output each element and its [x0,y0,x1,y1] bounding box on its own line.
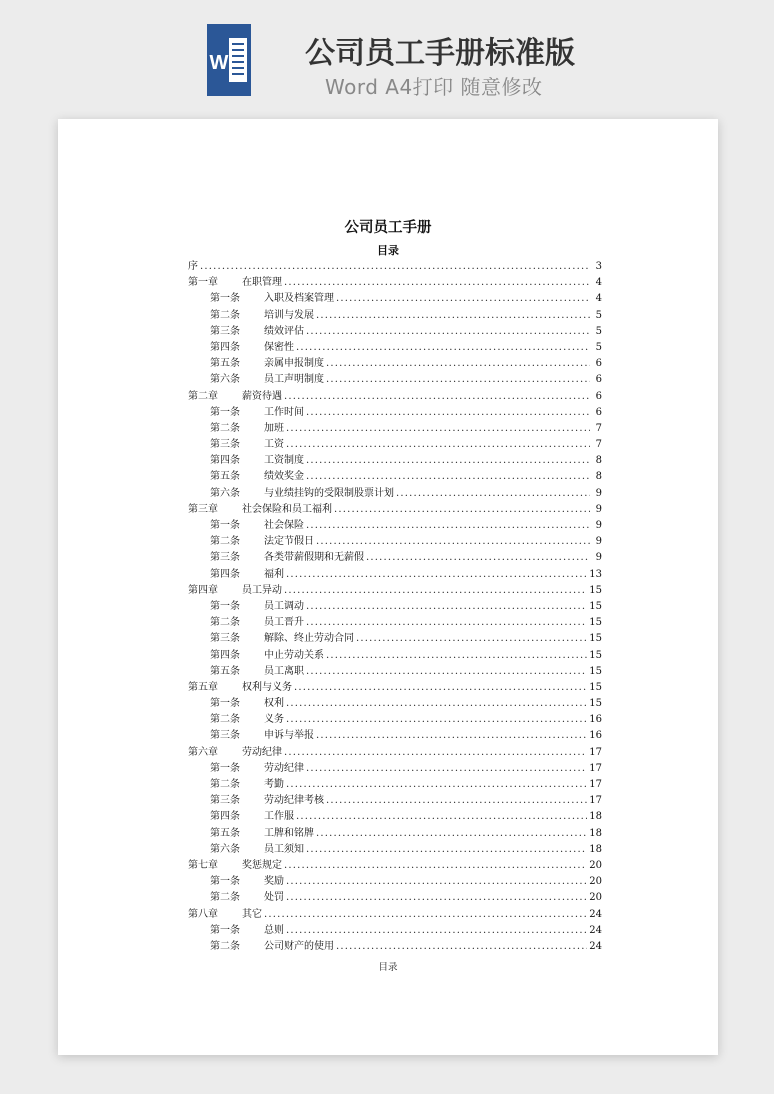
toc-leader-dots [286,923,587,939]
toc-page-number: 9 [595,536,602,548]
toc-entry-number: 第八章 [188,908,218,920]
toc-entry-number: 第二条 [210,779,240,790]
toc-entry[interactable] [188,761,602,777]
toc-leader-dots [334,502,590,518]
toc-entry-number: 第二条 [210,536,240,548]
toc-entry-number: 第三条 [210,325,240,337]
toc-entry-title: 工牌和铭牌 [264,827,314,839]
toc-entry[interactable] [188,486,602,502]
toc-entry-number: 第一条 [210,924,240,936]
toc-leader-dots [316,308,590,324]
toc-entry-title: 绩效评估 [264,325,304,337]
toc-entry-number: 第五条 [210,358,240,370]
toc-entry-number: 第七章 [188,859,218,871]
toc-entry-number: 第四章 [188,584,218,596]
toc-page-number: 8 [595,471,602,483]
toc-entry-title: 序 [188,261,198,272]
toc-page-number: 9 [595,552,602,564]
toc-entry[interactable] [188,518,602,534]
toc-entry[interactable] [188,680,602,696]
toc-entry-title: 考勤 [264,779,284,790]
toc-page-number: 17 [589,795,602,807]
toc-entry-title: 绩效奖金 [264,471,304,483]
toc-entry-number: 第三条 [210,795,240,807]
toc-entry-title: 员工离职 [264,665,304,677]
toc-entry-number: 第三章 [188,503,218,515]
toc-page-number: 17 [589,762,602,774]
toc-entry-number: 第一条 [210,600,240,612]
toc-entry-title: 员工调动 [264,600,304,612]
toc-page-number: 17 [589,746,602,758]
toc-entry-title: 培训与发展 [264,309,314,321]
toc-entry[interactable] [188,550,602,566]
toc-page-number: 4 [595,293,602,305]
toc-entry-title: 社会保险 [264,520,304,531]
toc-entry-number: 第五条 [210,665,240,677]
toc-entry[interactable] [188,340,602,356]
toc-entry-title: 中止劳动关系 [264,649,324,661]
toc-entry-title: 奖励 [264,876,284,888]
toc-leader-dots [366,550,590,566]
toc-entry[interactable] [188,826,602,842]
toc-entry-number: 第五章 [188,681,218,693]
toc-entry-number: 第一条 [210,876,240,888]
toc-entry[interactable] [188,648,602,664]
toc-entry[interactable] [188,599,602,615]
toc-entry[interactable] [188,712,602,728]
toc-entry[interactable] [188,405,602,421]
toc-entry[interactable] [188,567,602,583]
toc-entry[interactable] [188,874,602,890]
toc-entry[interactable] [188,745,602,761]
toc-entry-number: 第一条 [210,698,240,710]
toc-entry[interactable] [188,275,602,291]
toc-entry-title: 权利与义务 [242,681,292,693]
toc-entry[interactable] [188,793,602,809]
toc-entry-title: 社会保险和员工福利 [242,503,332,515]
toc-entry-title: 申诉与举报 [264,730,314,742]
toc-page-number: 18 [589,811,602,823]
toc-entry-number: 第六条 [210,374,240,386]
toc-entry[interactable] [188,842,602,858]
toc-entry-title: 劳动纪律 [264,762,304,774]
toc-leader-dots [306,761,587,777]
header-subtitle: Word A4打印 随意修改 [325,75,543,99]
toc-page-number: 8 [595,455,602,467]
toc-leader-dots [284,583,587,599]
toc-page-number: 24 [589,924,602,936]
toc-entry[interactable] [188,907,602,923]
toc-entry-title: 与业绩挂钩的受限制股票计划 [264,487,394,499]
toc-leader-dots [296,809,587,825]
toc-leader-dots [326,793,587,809]
toc-entry[interactable] [188,291,602,307]
toc-leader-dots [200,259,590,275]
toc-entry-title: 员工须知 [264,843,304,855]
toc-page-number: 7 [595,422,602,434]
toc-entry-number: 第六条 [210,487,240,499]
toc-leader-dots [284,389,590,405]
toc-leader-dots [396,486,590,502]
toc-page-number: 9 [595,503,602,515]
toc-entry[interactable] [188,809,602,825]
toc-entry-number: 第二条 [210,940,240,952]
toc-leader-dots [306,518,590,534]
toc-entry[interactable] [188,615,602,631]
toc-entry[interactable] [188,502,602,518]
toc-entry[interactable] [188,356,602,372]
toc-entry-title: 在职管理 [242,277,282,289]
toc-entry[interactable] [188,469,602,485]
toc-page-number: 6 [595,374,602,386]
toc-entry-number: 第一条 [210,520,240,531]
toc-entry-number: 第六章 [188,746,218,758]
toc-leader-dots [306,599,587,615]
toc-entry-number: 第一条 [210,762,240,774]
toc-entry-number: 第三条 [210,439,240,451]
toc-entry[interactable] [188,696,602,712]
toc-leader-dots [264,907,587,923]
toc-leader-dots [284,275,590,291]
toc-entry-number: 第四条 [210,811,240,823]
toc-leader-dots [326,648,587,664]
toc-page-number: 20 [589,859,602,871]
toc-page-number: 6 [595,358,602,370]
toc-page-number: 15 [589,584,602,596]
toc-entry-title: 工作时间 [264,406,304,418]
toc-entry-number: 第二章 [188,390,218,402]
toc-entry-title: 工作服 [264,811,294,823]
toc-entry-title: 保密性 [264,341,294,353]
toc-entry[interactable] [188,583,602,599]
toc-entry[interactable] [188,437,602,453]
toc-leader-dots [306,664,587,680]
toc-page-number: 16 [589,714,602,726]
toc-entry-title: 处罚 [264,892,284,904]
toc-page-number: 18 [589,827,602,839]
toc-leader-dots [286,874,587,890]
toc-page-number: 15 [589,600,602,612]
toc-page-number: 15 [589,698,602,710]
toc-entry-title: 义务 [264,714,284,726]
toc-leader-dots [284,858,587,874]
toc-entry-title: 公司财产的使用 [264,940,334,952]
toc-leader-dots [286,437,590,453]
toc-leader-dots [306,453,590,469]
toc-page-number: 5 [595,309,602,321]
toc-entry-number: 第一条 [210,406,240,418]
toc-leader-dots [284,745,587,761]
toc-page-number: 20 [589,892,602,904]
toc-entry-title: 亲属申报制度 [264,358,324,370]
document-title: 公司员工手册 [344,219,432,236]
toc-entry-title: 员工异动 [242,584,282,596]
toc-entry[interactable] [188,858,602,874]
toc-page-number: 5 [595,325,602,337]
toc-page-number: 15 [589,649,602,661]
toc-page-number: 9 [595,520,602,531]
toc-entry-title: 法定节假日 [264,536,314,548]
toc-entry[interactable] [188,923,602,939]
toc-leader-dots [356,631,587,647]
toc-entry[interactable] [188,534,602,550]
toc-entry-number: 第三条 [210,633,240,645]
toc-page-number: 3 [595,261,602,272]
toc-leader-dots [326,356,590,372]
toc-leader-dots [296,340,590,356]
toc-leader-dots [316,826,587,842]
toc-leader-dots [306,842,587,858]
toc-entry-number: 第三条 [210,730,240,742]
toc-leader-dots [306,615,587,631]
word-icon-letter: W [209,52,229,74]
toc-entry-title: 工资制度 [264,455,304,467]
toc-entry-title: 加班 [264,422,284,434]
toc-entry-number: 第五条 [210,827,240,839]
toc-entry[interactable] [188,421,602,437]
toc-entry-number: 第一章 [188,277,218,289]
toc-entry-number: 第一条 [210,293,240,305]
toc-entry-title: 劳动纪律 [242,746,282,758]
toc-entry-number: 第二条 [210,714,240,726]
toc-entry-title: 工资 [264,439,284,451]
toc-entry-title: 总则 [264,924,284,936]
toc-leader-dots [316,534,590,550]
toc-entry-number: 第二条 [210,309,240,321]
toc-entry-number: 第四条 [210,455,240,467]
toc-page-number: 24 [589,908,602,920]
header-banner [0,0,774,118]
toc-leader-dots [294,680,587,696]
word-document-icon [207,24,251,96]
toc-entry[interactable] [188,453,602,469]
toc-entry[interactable] [188,308,602,324]
toc-entry[interactable] [188,631,602,647]
toc-leader-dots [336,291,590,307]
toc-entry-number: 第二条 [210,892,240,904]
toc-entry-number: 第四条 [210,341,240,353]
toc-page-number: 15 [589,617,602,629]
toc-heading: 目录 [377,244,399,257]
toc-page-number: 4 [595,277,602,289]
toc-entry-number: 第二条 [210,617,240,629]
toc-leader-dots [336,939,587,955]
toc-page-number: 15 [589,633,602,645]
table-of-contents [188,259,602,955]
toc-entry-number: 第二条 [210,422,240,434]
toc-leader-dots [326,372,590,388]
toc-entry-title: 员工声明制度 [264,374,324,386]
toc-entry-title: 各类带薪假期和无薪假 [264,552,364,564]
toc-entry[interactable] [188,890,602,906]
toc-leader-dots [286,696,587,712]
toc-leader-dots [286,712,587,728]
toc-leader-dots [316,728,587,744]
toc-entry[interactable] [188,389,602,405]
toc-entry-number: 第六条 [210,843,240,855]
toc-leader-dots [306,469,590,485]
toc-page-number: 6 [595,390,602,402]
toc-page-number: 24 [589,940,602,952]
toc-page-number: 9 [595,487,602,499]
toc-page-number: 16 [589,730,602,742]
toc-page-number: 7 [595,439,602,451]
toc-leader-dots [286,421,590,437]
document-page [58,119,718,1055]
toc-entry-title: 入职及档案管理 [264,293,334,305]
toc-page-number: 5 [595,341,602,353]
toc-page-number: 15 [589,665,602,677]
toc-entry-title: 权利 [264,698,284,710]
toc-entry-title: 薪资待遇 [242,390,282,402]
toc-page-number: 6 [595,406,602,418]
toc-entry-title: 员工晋升 [264,617,304,629]
toc-entry-number: 第四条 [210,649,240,661]
toc-entry[interactable] [188,939,602,955]
toc-page-number: 15 [589,681,602,693]
toc-entry-title: 奖惩规定 [242,859,282,871]
toc-entry-number: 第三条 [210,552,240,564]
toc-entry[interactable] [188,324,602,340]
toc-page-number: 18 [589,843,602,855]
toc-entry-title: 其它 [242,908,262,920]
toc-entry[interactable] [188,728,602,744]
toc-leader-dots [306,324,590,340]
toc-leader-dots [286,890,587,906]
toc-page-number: 17 [589,779,602,790]
toc-page-number: 20 [589,876,602,888]
toc-entry-number: 第四条 [210,568,240,580]
toc-leader-dots [286,777,587,793]
toc-entry[interactable] [188,664,602,680]
toc-leader-dots [306,405,590,421]
toc-entry[interactable] [188,777,602,793]
toc-entry-number: 第五条 [210,471,240,483]
toc-page-number: 13 [589,568,602,580]
toc-leader-dots [286,567,587,583]
toc-entry-title: 劳动纪律考核 [264,795,324,807]
toc-entry-title: 福利 [264,568,284,580]
toc-entry[interactable] [188,372,602,388]
toc-entry[interactable] [188,259,602,275]
page-footer: 目录 [378,962,398,973]
header-title: 公司员工手册标准版 [305,36,575,71]
toc-entry-title: 解除、终止劳动合同 [264,633,354,645]
